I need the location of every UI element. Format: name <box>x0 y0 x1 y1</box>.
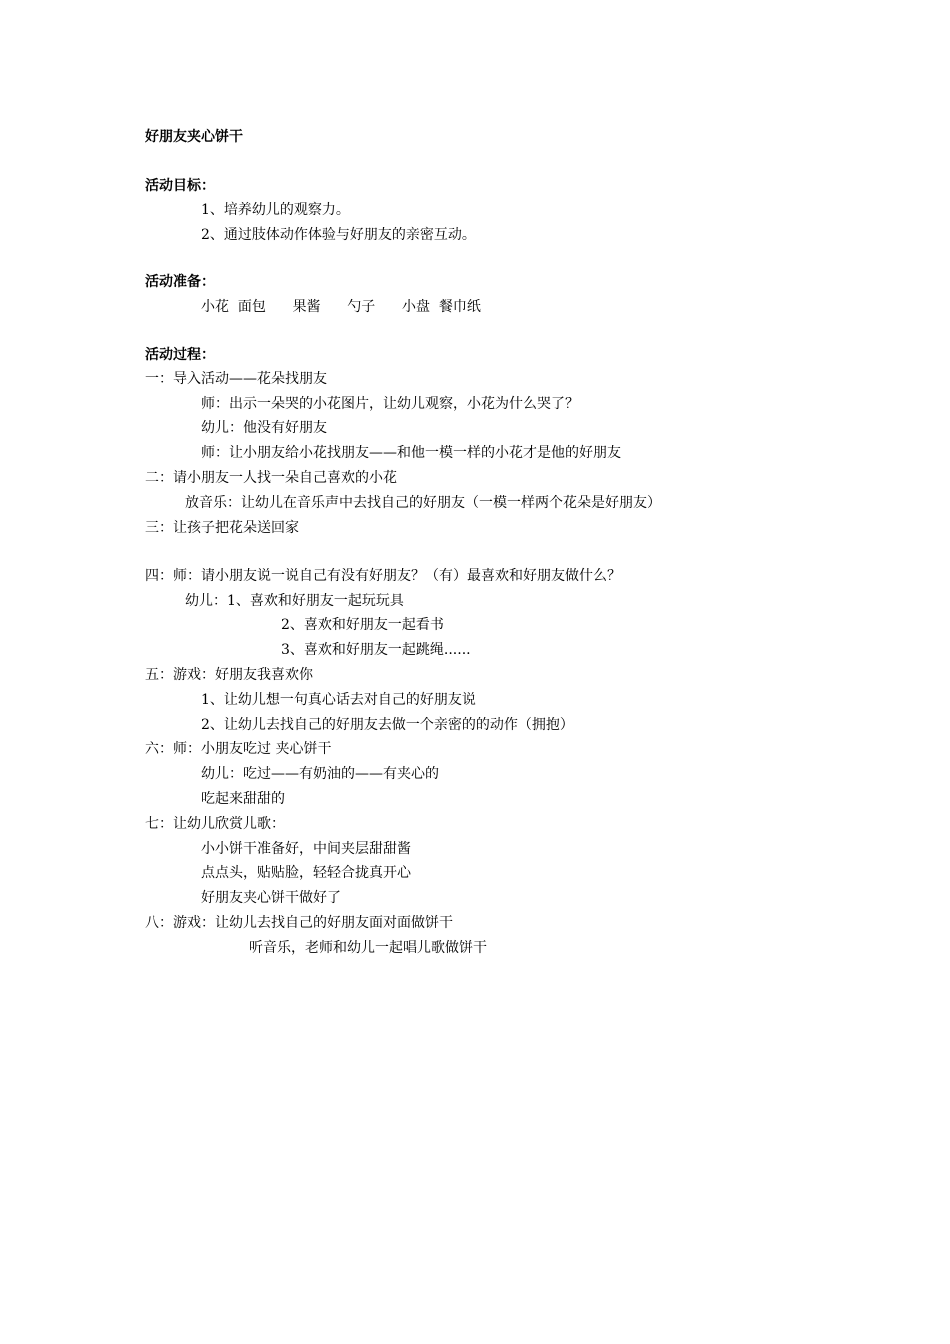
goal-item: 2、通过肢体动作体验与好朋友的亲密互动。 <box>201 227 476 243</box>
process-line: 师：出示一朵哭的小花图片，让幼儿观察，小花为什么哭了？ <box>201 396 579 412</box>
process-line: 四：师：请小朋友说一说自己有没有好朋友？（有）最喜欢和好朋友做什么？ <box>145 568 621 584</box>
process-line: 八：游戏：让幼儿去找自己的好朋友面对面做饼干 <box>145 915 453 931</box>
process-line: 点点头，贴贴脸，轻轻合拢真开心 <box>201 865 411 881</box>
process-line: 1、让幼儿想一句真心话去对自己的好朋友说 <box>201 692 476 708</box>
process-line: 小小饼干准备好，中间夹层甜甜酱 <box>201 841 411 857</box>
goal-item: 1、培养幼儿的观察力。 <box>201 202 350 218</box>
process-line: 吃起来甜甜的 <box>201 791 285 807</box>
process-line: 五：游戏：好朋友我喜欢你 <box>145 667 313 683</box>
process-line: 听音乐，老师和幼儿一起唱儿歌做饼干 <box>249 940 487 956</box>
prep-items: 小花 面包 果酱 勺子 小盘 餐巾纸 <box>201 299 481 315</box>
process-line: 好朋友夹心饼干做好了 <box>201 890 341 906</box>
doc-title: 好朋友夹心饼干 <box>145 129 243 145</box>
prep-heading: 活动准备： <box>145 274 215 290</box>
process-line: 三：让孩子把花朵送回家 <box>145 520 299 536</box>
process-line: 二：请小朋友一人找一朵自己喜欢的小花 <box>145 470 397 486</box>
process-line: 2、让幼儿去找自己的好朋友去做一个亲密的的动作（拥抱） <box>201 717 574 733</box>
process-heading: 活动过程： <box>145 347 215 363</box>
process-line: 一：导入活动——花朵找朋友 <box>145 371 327 387</box>
process-line: 幼儿：1、喜欢和好朋友一起玩玩具 <box>185 593 404 609</box>
process-line: 幼儿：吃过——有奶油的——有夹心的 <box>201 766 439 782</box>
process-line: 放音乐：让幼儿在音乐声中去找自己的好朋友（一模一样两个花朵是好朋友） <box>185 495 661 511</box>
goals-heading: 活动目标： <box>145 178 215 194</box>
process-line: 2、喜欢和好朋友一起看书 <box>281 617 444 633</box>
process-line: 七：让幼儿欣赏儿歌： <box>145 816 285 832</box>
process-line: 幼儿：他没有好朋友 <box>201 420 327 436</box>
process-line: 师：让小朋友给小花找朋友——和他一模一样的小花才是他的好朋友 <box>201 445 621 461</box>
process-line: 六：师：小朋友吃过 夹心饼干 <box>145 741 332 757</box>
process-line: 3、喜欢和好朋友一起跳绳...... <box>281 642 471 658</box>
